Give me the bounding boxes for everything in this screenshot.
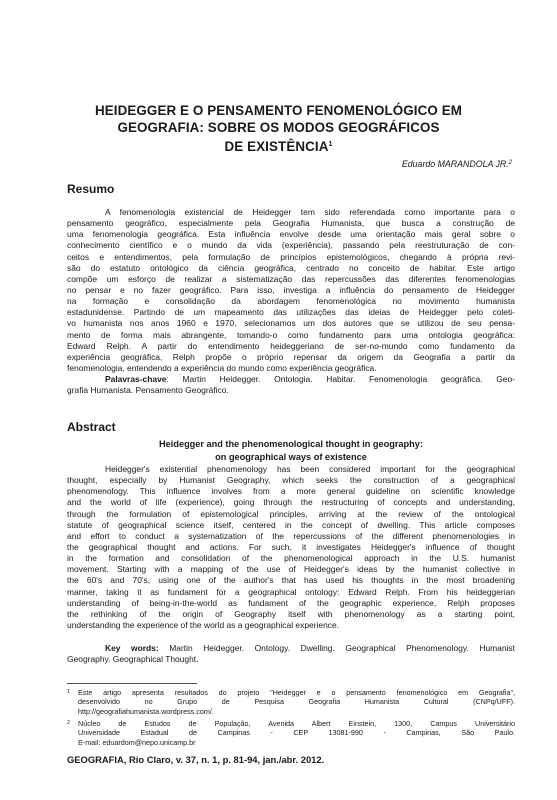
resumo-line: estadunidense. Partindo de um mapeamento das utilizações das ideias de Heidegger pelo coleti- — [67, 307, 515, 318]
abstract-line: statute of geographical science itself, centered in the concept of dwelling. This article composes — [67, 519, 515, 530]
footnote-line: desenvolvido no Grupo de Pesquisa Geografia Humanista Cultural (CNPq/UFF). — [78, 697, 515, 707]
resumo-line: Edward Relph. A partir do entendimento heideggeriano de ser-no-mundo como fundamento da — [67, 340, 515, 351]
resumo-line: vo humanista nos anos 1960 e 1970, selecionamos um dos autores que se utilizou de seu pensa- — [67, 318, 515, 329]
resumo-line: A fenomenologia existencial de Heidegger tem sido referendada como importante para o — [105, 207, 515, 217]
abstract-line: the rethinking of the origin of Geography itself with phenomenology as a starting point, — [67, 608, 515, 619]
abstract-line: and the world of life (experience), going through the restructuring of concepts and understanding, — [67, 497, 515, 508]
abstract-keywords — [67, 643, 515, 665]
resumo-line: são do estatuto ontológico da ciência geográfica, centrado no conceito de habitar. Este artigo — [67, 262, 515, 273]
resumo-line: experiência geográfica, Relph propõe o próprio repensar da origem da Geografia a partir da — [67, 351, 515, 362]
author-footnote-mark[interactable]: 2 — [508, 160, 512, 166]
title-line: HEIDEGGER E O PENSAMENTO FENOMENOLÓGICO EM — [94, 103, 463, 118]
footnote-number: 2 — [67, 720, 71, 726]
abstract-line: movement. Starting with a mapping of the use of Heidegger's ideas by the humanist collective in — [67, 564, 515, 575]
keywords-line — [67, 374, 515, 385]
keywords-text: : Martin Heidegger. Ontologia. Habitar. Fenomenologia geográfica. Geo- — [166, 374, 515, 384]
footnote-divider — [67, 683, 197, 684]
resumo-line: compõe um esforço de realizar a sistematização das repercussões das diferentes fenomenologias — [67, 273, 515, 284]
title-line: GEOGRAFIA: SOBRE OS MODOS GEOGRÁFICOS — [117, 120, 440, 135]
abstract-title-line: Heidegger and the phenomenological thought in geography: — [159, 439, 423, 449]
article-title — [60, 102, 497, 155]
abstract-line: phenomenology. This influence involves from a more general guideline on scientific knowledge — [67, 486, 515, 497]
keywords-line: grafia Humanista. Pensamento Geográfico. — [67, 385, 229, 396]
resumo-line: ceitos e entendimentos, pela formulação de princípios epistemológicos, chegando à própria revi- — [67, 251, 515, 262]
keywords-line: Geography. Geographical Thought. — [67, 654, 199, 665]
abstract-line: the geographical thought and actions. For such, it investigates Heidegger's influence of thought — [67, 541, 515, 552]
abstract-paragraph — [67, 464, 515, 631]
footnote-line: Núcleo de Estudos de População, Avenida Albert Einstein, 1300, Campus Universitário — [78, 719, 515, 728]
resumo-line: fenomenologia, entendendo a experiência do mundo como experiência geográfica. — [67, 362, 377, 373]
abstract-line: understanding the experience of the world as a geographical experience. — [67, 619, 340, 630]
abstract-line: Heidegger's existential phenomenology has been considered important for the geographical — [105, 464, 515, 474]
abstract-line: and effort to conduct a systematization of the repercussions of the different phenomenologies in — [67, 530, 515, 541]
abstract-title-line: on geographical ways of existence — [215, 452, 367, 462]
abstract-line: in the formation and consolidation of the phenomenological approach in the U.S. humanist — [67, 553, 515, 564]
abstract-line: the 60's and 70's, using one of the author's that has used his thoughts in the most broadening — [67, 575, 515, 586]
resumo-line: no pensar e no fazer geográfico. Para isso, investiga a influência do pensamento de Heidegger — [67, 284, 515, 295]
keywords-label: Palavras-chave — [105, 374, 167, 384]
resumo-heading: Resumo — [67, 182, 115, 196]
resumo-line: conhecimento científico e o mundo da vida (experiência), passando pela reestruturação de con- — [67, 240, 515, 251]
author-name — [402, 159, 512, 169]
footnote-number: 1 — [67, 689, 71, 695]
footnote-1 — [67, 688, 515, 716]
resumo-keywords — [67, 374, 515, 396]
footnote-line: Universidade Estadual de Campinas - CEP 13081-990 - Campinas, São Paulo. — [78, 728, 515, 738]
resumo-paragraph — [67, 207, 515, 374]
resumo-line: na formação e consolidação da abordagem fenomenológica no movimento humanista — [67, 296, 515, 307]
footnote-2 — [67, 719, 515, 747]
resumo-line: uma fenomenologia geográfica. Esta influência envolve desde uma orientação mais geral sobre o — [67, 229, 515, 240]
title-line-text: DE EXISTÊNCIA — [224, 139, 329, 154]
abstract-heading: Abstract — [67, 420, 116, 434]
abstract-title — [67, 438, 515, 464]
keywords-label: Key words: — [105, 643, 159, 653]
resumo-line: pensamento geográfico, especialmente pela Geografia Humanista, que busca a construção de — [67, 218, 515, 229]
abstract-line: through the formulation of epistemological principles, arriving at the review of the ontological — [67, 508, 515, 519]
author-text: Eduardo MARANDOLA JR. — [401, 159, 509, 169]
journal-citation-footer: GEOGRAFIA, Rio Claro, v. 37, n. 1, p. 81-94, jan./abr. 2012. — [67, 754, 325, 765]
resumo-line: mento de forma mais abrangente, tomando-o como fundamento para uma ontologia geográfica: — [67, 329, 515, 340]
abstract-line: manner, taking it as fundament for a geographical ontology: Edward Relph. From his heideggerian — [67, 586, 515, 597]
keywords-text: Martin Heidegger. Ontology. Dwelling. Geographical Phenomenology. Humanist — [158, 643, 515, 653]
title-line — [60, 136, 497, 155]
footnote-line: Este artigo apresenta resultados do projeto "Heidegger e o pensamento fenomenológico em Geografia", — [78, 688, 515, 697]
footnote-email[interactable]: E-mail: eduardom@nepo.unicamp.br — [78, 737, 196, 747]
keywords-line — [67, 643, 515, 654]
abstract-line: thought, especially by Humanist Geography, which seeks the construction of a geographical — [67, 475, 515, 486]
title-footnote-mark[interactable]: 1 — [328, 141, 333, 148]
footnote-link[interactable]: http://geografiahumanista.wordpress.com/. — [78, 706, 214, 716]
abstract-line: understanding of being-in-the-world as fundament of the geographic experience, Relph proposes — [67, 597, 515, 608]
